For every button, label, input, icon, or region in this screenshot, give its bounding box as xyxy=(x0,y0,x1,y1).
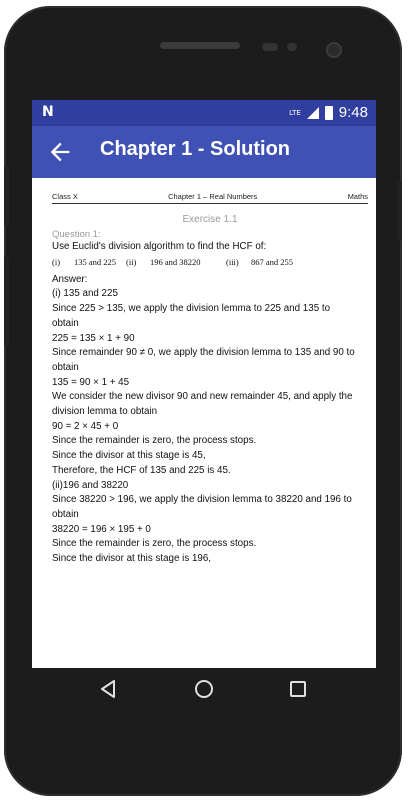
answer-line: 90 = 2 × 45 + 0 xyxy=(52,420,119,432)
device-screen xyxy=(32,100,376,712)
question-title: Question 1: xyxy=(52,229,101,240)
arrow-back-icon[interactable] xyxy=(46,138,74,166)
answer-line: Since the divisor at this stage is 45, xyxy=(52,450,206,462)
status-bar xyxy=(32,100,376,126)
sub-item-text: 196 and 38220 xyxy=(150,256,201,267)
navigation-bar xyxy=(32,668,376,712)
answer-line: division lemma to obtain xyxy=(52,406,158,418)
answer-line: Since 225 > 135, we apply the division lemma to 225 and 135 to xyxy=(52,303,331,315)
answer-line: 38220 = 196 × 195 + 0 xyxy=(52,523,151,535)
exercise-title: Exercise 1.1 xyxy=(182,214,238,225)
header-subject: Maths xyxy=(347,192,368,201)
answer-line: (ii)196 and 38220 xyxy=(52,479,129,491)
battery-charging-icon xyxy=(325,106,333,120)
app-bar xyxy=(32,126,376,178)
answer-line: Since remainder 90 ≠ 0, we apply the division lemma to 135 and 90 to xyxy=(52,347,355,359)
nav-home-icon[interactable] xyxy=(195,680,213,698)
pdf-viewer[interactable] xyxy=(32,178,376,712)
answer-line: (i) 135 and 225 xyxy=(52,288,118,300)
power-button xyxy=(397,181,402,241)
nav-back-icon[interactable] xyxy=(100,680,116,698)
earpiece-speaker xyxy=(160,42,240,49)
question-sub-items xyxy=(52,257,368,267)
proximity-sensor xyxy=(262,43,278,51)
status-time: 9:48 xyxy=(338,104,368,121)
page-header xyxy=(52,192,368,204)
light-sensor xyxy=(287,43,297,51)
answer-line: 225 = 135 × 1 + 90 xyxy=(52,332,135,344)
answer-line: obtain xyxy=(52,317,79,329)
answer-line: Answer: xyxy=(52,273,88,285)
answer-line: Since 38220 > 196, we apply the division lemma to 38220 and 196 to xyxy=(52,494,352,506)
answer-line: obtain xyxy=(52,361,79,373)
sub-item-num: (ii) xyxy=(126,256,137,267)
answer-line: 135 = 90 × 1 + 45 xyxy=(52,376,130,388)
answer-line: Since the divisor at this stage is 196, xyxy=(52,553,212,565)
pdf-page xyxy=(52,192,368,567)
sub-item-num: (iii) xyxy=(226,256,239,267)
volume-down-button xyxy=(4,256,9,346)
sub-item-text: 867 and 255 xyxy=(251,256,294,267)
header-class: Class X xyxy=(52,192,78,201)
signal-icon xyxy=(307,107,319,119)
sub-item-text: 135 and 225 xyxy=(74,256,117,267)
nav-recents-icon[interactable] xyxy=(290,681,306,697)
notification-n-icon: N xyxy=(42,104,54,120)
header-chapter: Chapter 1 – Real Numbers xyxy=(168,192,258,201)
front-camera xyxy=(326,42,342,58)
sub-item-num: (i) xyxy=(52,256,61,267)
answer-line: Therefore, the HCF of 135 and 225 is 45. xyxy=(52,464,231,476)
question-text: Use Euclid's division algorithm to find the HCF of: xyxy=(52,241,267,252)
answer-line: Since the remainder is zero, the process stops. xyxy=(52,538,257,550)
lte-label: LTE xyxy=(289,108,301,117)
page-title: Chapter 1 - Solution xyxy=(100,138,290,160)
answer-line: Since the remainder is zero, the process stops. xyxy=(52,435,257,447)
answer-line: We consider the new divisor 90 and new remainder 45, and apply the xyxy=(52,391,353,403)
volume-up-button xyxy=(4,166,9,226)
answer-line: obtain xyxy=(52,508,79,520)
answer-body xyxy=(52,273,368,567)
